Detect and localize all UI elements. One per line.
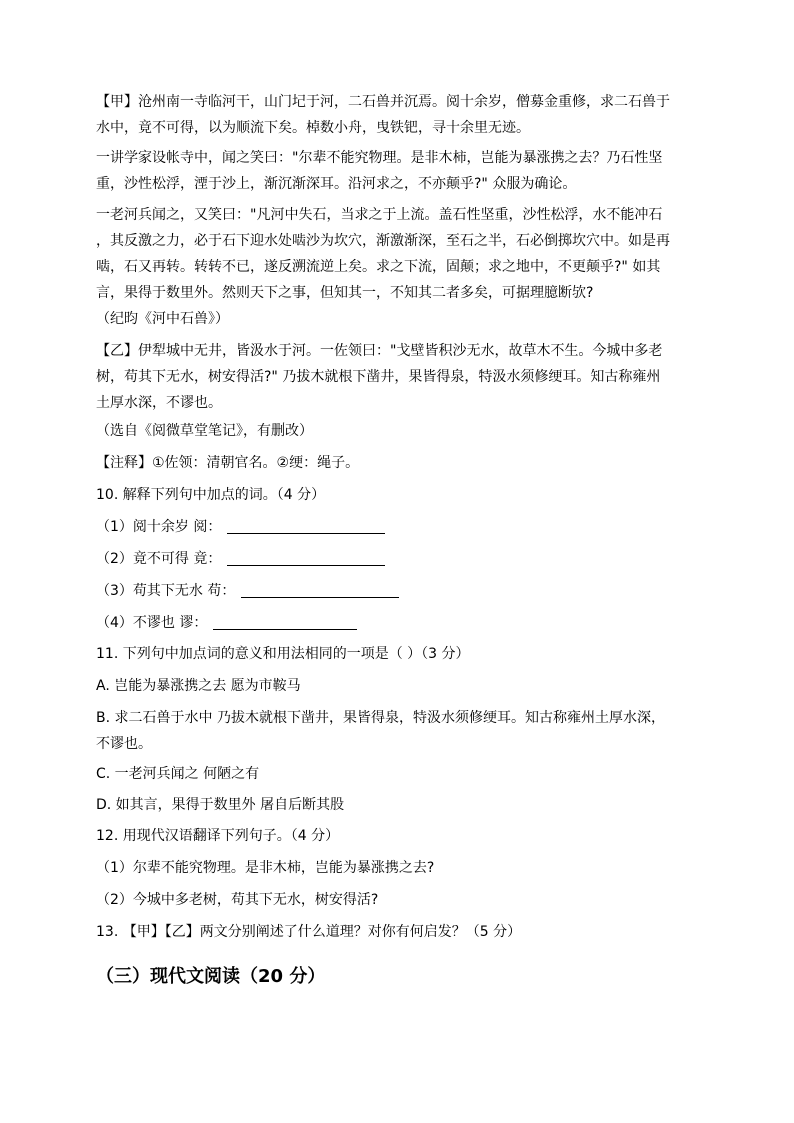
q11-option-b-line-1: B. 求二石兽于水中 乃拔木就根下凿井，果皆得泉，特汲水须修绠耳。知古称雍州土厚水深， [96,710,665,726]
q10-item-3 [96,578,708,604]
jia-line-3: 一讲学家设帐寺中，闻之笑曰："尔辈不能究物理。是非木柿，岂能为暴涨携之去？乃石性坚 [96,150,663,166]
jia-line-5: 一老河兵闻之，又笑曰："凡河中失石，当求之于上流。盖石性坚重，沙性松浮，水不能冲石 [96,207,663,223]
q11-option-a: A. 岂能为暴涨携之去 愿为市鞍马 [96,678,301,694]
q10-item-2-label: （2）竟不可得 竟： [96,551,222,567]
jia-line-7: 啮，石又再转。转转不已，遂反溯流逆上矣。求之下流，固颠；求之地中，不更颠乎?" 如其 [96,259,661,275]
q10-item-2 [96,546,708,572]
notes: 【注释】①佐领：清朝官名。②绠：绳子。 [96,455,360,471]
yi-line-2: 树，苟其下无水，树安得活?" 乃拔木就根下凿井，果皆得泉，特汲水须修绠耳。知古称雍州 [96,369,661,385]
q12-item-1: （1）尔辈不能究物理。是非木柿，岂能为暴涨携之去? [96,860,435,876]
yi-line-1: 【乙】伊犁城中无井，皆汲水于河。一佐领曰："戈壁皆积沙无水，故草木不生。今城中多老 [96,343,663,359]
q10-item-1 [96,514,708,540]
jia-source: （纪昀《河中石兽》） [96,311,229,327]
jia-line-1: 【甲】沧州南一寺临河干，山门圮于河，二石兽并沉焉。阅十余岁，僧募金重修，求二石兽于 [96,94,670,110]
q11-stem: 11. 下列句中加点词的意义和用法相同的一项是（ ）（3 分） [96,646,470,662]
jia-line-4: 重，沙性松浮，湮于沙上，渐沉渐深耳。沿河求之，不亦颠乎?" 众服为确论。 [96,176,577,192]
q11-option-c: C. 一老河兵闻之 何陋之有 [96,766,260,782]
jia-line-6: ，其反激之力，必于石下迎水处啮沙为坎穴，渐激渐深，至石之半，石必倒掷坎穴中。如是再 [96,233,670,249]
q10-stem: 10. 解释下列句中加点的词。（4 分） [96,487,326,503]
q13-stem: 13. 【甲】【乙】两文分别阐述了什么道理？对你有何启发？（5 分） [96,924,522,940]
yi-source: （选自《阅微草堂笔记》，有删改） [96,423,313,439]
jia-line-8: 言，果得于数里外。然则天下之事，但知其一，不知其二者多矣，可据理臆断欤? [96,285,594,301]
section-heading: （三）现代文阅读（20 分） [96,966,326,987]
q10-item-4-label: （4）不谬也 谬： [96,615,208,631]
q11-option-d: D. 如其言，果得于数里外 屠自后断其股 [96,797,345,813]
jia-line-2: 水中，竟不可得，以为顺流下矣。棹数小舟，曳铁钯，寻十余里无迹。 [96,120,530,136]
yi-line-3: 土厚水深，不谬也。 [96,395,222,411]
answer-blank[interactable] [227,519,385,534]
q10-item-1-label: （1）阅十余岁 阅： [96,519,222,535]
answer-blank[interactable] [227,551,385,566]
answer-blank[interactable] [241,583,399,598]
q11-option-b-line-2: 不谬也。 [96,736,152,752]
q12-item-2: （2）今城中多老树，苟其下无水，树安得活? [96,892,379,908]
answer-blank[interactable] [213,615,357,630]
q12-stem: 12. 用现代汉语翻译下列句子。（4 分） [96,828,340,844]
q10-item-4 [96,610,708,636]
q10-item-3-label: （3）苟其下无水 苟： [96,583,236,599]
